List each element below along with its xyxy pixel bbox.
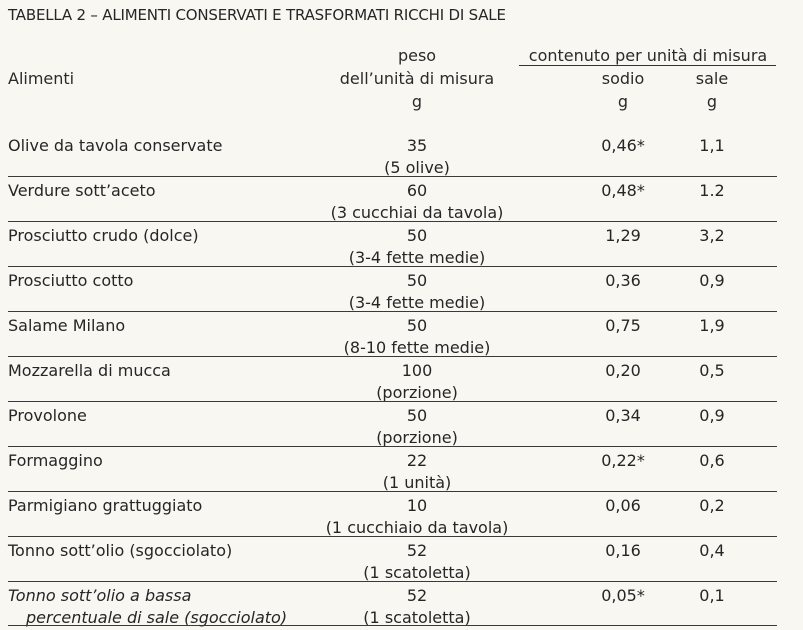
unit-weight: 60 xyxy=(406,181,428,200)
table-title: TABELLA 2 – ALIMENTI CONSERVATI E TRASFORMATI RICCHI DI SALE xyxy=(8,6,506,24)
portion-description: (1 scatoletta) xyxy=(363,563,471,582)
salt-value: 3,2 xyxy=(699,226,725,245)
sodium-value: 0,34 xyxy=(605,406,641,425)
table-row xyxy=(0,221,803,266)
portion-description: (3-4 fette medie) xyxy=(348,293,486,312)
sodium-value: 0,48* xyxy=(601,181,645,200)
table-row xyxy=(0,356,803,401)
unit-weight: 50 xyxy=(406,406,428,425)
sodium-value: 1,29 xyxy=(605,226,641,245)
unit-weight: 10 xyxy=(406,496,428,515)
portion-description: (porzione) xyxy=(376,383,458,402)
food-name: Tonno sott’olio (sgocciolato) xyxy=(8,541,233,560)
food-name: Verdure sott’aceto xyxy=(8,181,156,200)
header-group-underline xyxy=(519,65,776,66)
salt-value: 0,2 xyxy=(699,496,725,515)
unit-weight: 50 xyxy=(406,226,428,245)
food-name: Prosciutto crudo (dolce) xyxy=(8,226,199,245)
unit-weight: 52 xyxy=(406,541,428,560)
salt-value: 1.2 xyxy=(699,181,725,200)
sodium-value: 0,20 xyxy=(605,361,641,380)
portion-description: (3 cucchiai da tavola) xyxy=(330,203,504,222)
table-row xyxy=(0,176,803,221)
salt-value: 1,9 xyxy=(699,316,725,335)
table-row xyxy=(0,446,803,491)
sodium-value: 0,75 xyxy=(605,316,641,335)
unit-weight: 50 xyxy=(406,271,428,290)
sodium-value: 0,16 xyxy=(605,541,641,560)
sodium-value: 0,22* xyxy=(601,451,645,470)
sodium-value: 0,06 xyxy=(605,496,641,515)
header-sodio-unit: g xyxy=(617,92,629,111)
salt-value: 0,1 xyxy=(699,586,725,605)
portion-description: (1 cucchiaio da tavola) xyxy=(325,518,509,537)
food-name: Provolone xyxy=(8,406,87,425)
unit-weight: 52 xyxy=(406,586,428,605)
food-name: Mozzarella di mucca xyxy=(8,361,171,380)
header-peso-unit: g xyxy=(411,92,423,111)
salt-value: 1,1 xyxy=(699,136,725,155)
food-name: Parmigiano grattuggiato xyxy=(8,496,203,515)
portion-description: (3-4 fette medie) xyxy=(348,248,486,267)
food-name: Formaggino xyxy=(8,451,103,470)
sodium-value: 0,36 xyxy=(605,271,641,290)
salt-value: 0,6 xyxy=(699,451,725,470)
food-name: Olive da tavola conservate xyxy=(8,136,223,155)
sodium-value: 0,05* xyxy=(601,586,645,605)
table-row xyxy=(0,131,803,176)
salt-value: 0,4 xyxy=(699,541,725,560)
unit-weight: 50 xyxy=(406,316,428,335)
food-name-line2: percentuale di sale (sgocciolato) xyxy=(26,608,288,627)
header-sale-unit: g xyxy=(706,92,718,111)
sodium-value: 0,46* xyxy=(601,136,645,155)
table-row xyxy=(0,581,803,626)
food-name: Prosciutto cotto xyxy=(8,271,134,290)
unit-weight: 35 xyxy=(406,136,428,155)
header-peso-line2: dell’unità di misura xyxy=(339,69,495,88)
portion-description: (porzione) xyxy=(376,428,458,447)
table-row xyxy=(0,266,803,311)
portion-description: (5 olive) xyxy=(384,158,450,177)
salt-value: 0,5 xyxy=(699,361,725,380)
food-name: Tonno sott’olio a bassa xyxy=(8,586,192,605)
header-sodio: sodio xyxy=(601,69,645,88)
unit-weight: 22 xyxy=(406,451,428,470)
header-group-label: contenuto per unità di misura xyxy=(528,46,768,65)
table-row xyxy=(0,491,803,536)
header-peso-line1: peso xyxy=(397,46,437,65)
table-row xyxy=(0,311,803,356)
food-name: Salame Milano xyxy=(8,316,126,335)
table-row xyxy=(0,536,803,581)
header-sale: sale xyxy=(695,69,729,88)
salt-value: 0,9 xyxy=(699,406,725,425)
header-alimenti: Alimenti xyxy=(8,69,75,88)
portion-description: (8-10 fette medie) xyxy=(343,338,491,357)
row-divider xyxy=(8,625,777,626)
portion-description: (1 scatoletta) xyxy=(363,608,471,627)
portion-description: (1 unità) xyxy=(382,473,452,492)
table-row xyxy=(0,401,803,446)
salt-value: 0,9 xyxy=(699,271,725,290)
unit-weight: 100 xyxy=(401,361,433,380)
